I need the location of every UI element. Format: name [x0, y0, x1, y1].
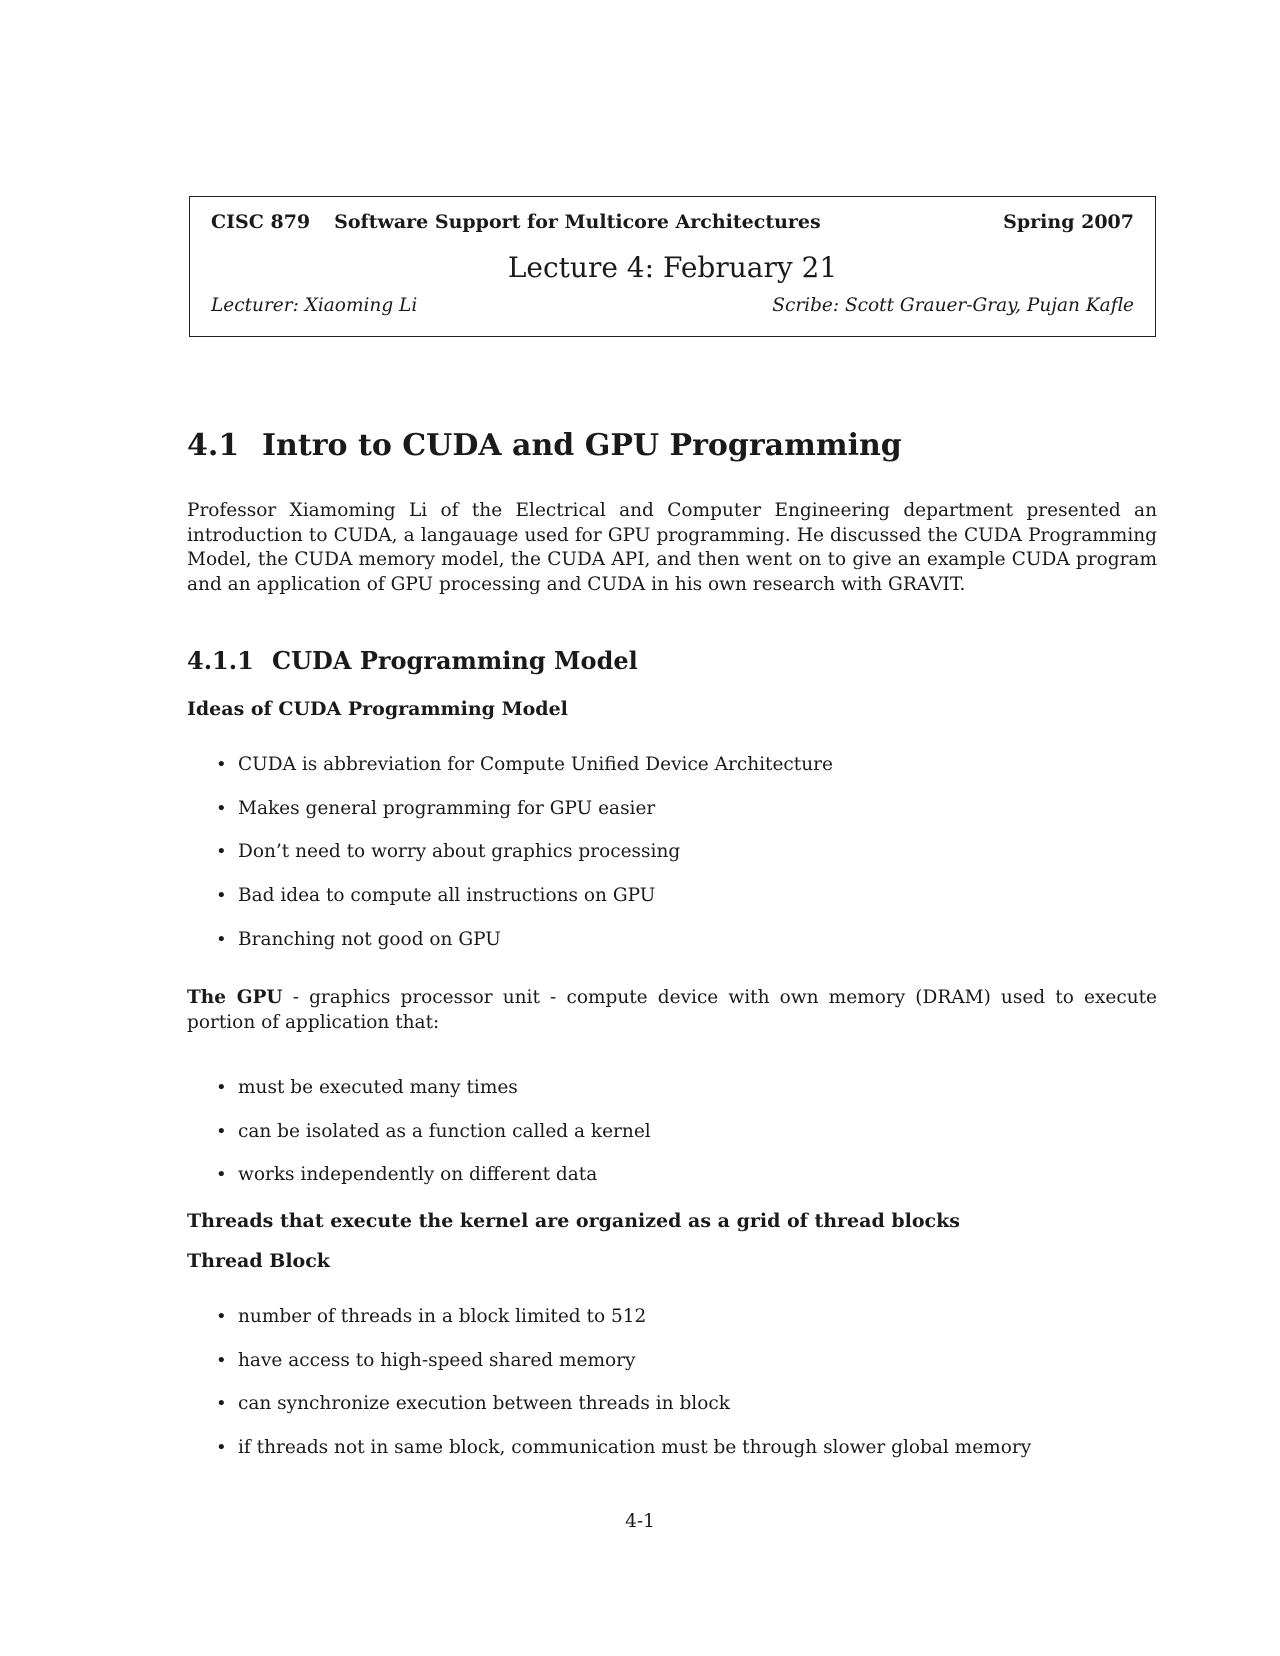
page-number: 4-1	[625, 1511, 655, 1532]
lecturer: Lecturer: Xiaoming Li	[211, 295, 418, 316]
gpu-definition: - graphics processor unit - compute device with own memory (DRAM) used to execute portion of application that:	[187, 987, 1157, 1033]
section-number: 4.1	[187, 428, 240, 463]
lecture-title: Lecture 4: February 21	[507, 251, 838, 284]
list-item: • if threads not in same block, communication must be through slower global memory	[216, 1436, 1031, 1480]
subsection-heading	[187, 646, 638, 675]
list-item: • Branching not good on GPU	[216, 928, 833, 972]
list-item: • Makes general programming for GPU easier	[216, 797, 833, 841]
thread-block-heading: Thread Block	[187, 1250, 330, 1272]
thread-block-list	[216, 1305, 1031, 1480]
ideas-heading: Ideas of CUDA Programming Model	[187, 698, 568, 720]
lecture-header-box	[189, 196, 1156, 337]
subsection-number: 4.1.1	[187, 646, 254, 675]
list-item: • can be isolated as a function called a kernel	[216, 1120, 651, 1164]
threads-heading: Threads that execute the kernel are organized as a grid of thread blocks	[187, 1210, 960, 1232]
course-line	[211, 211, 1134, 233]
list-item: • must be executed many times	[216, 1076, 651, 1120]
list-item: • number of threads in a block limited to 512	[216, 1305, 1031, 1349]
credits-line	[211, 295, 1134, 316]
course-number: CISC 879	[211, 211, 311, 233]
list-item: • CUDA is abbreviation for Compute Unified Device Architecture	[216, 753, 833, 797]
subsection-title: CUDA Programming Model	[272, 646, 638, 675]
course-title: Software Support for Multicore Architectures	[334, 211, 821, 233]
list-item: • Don’t need to worry about graphics processing	[216, 840, 833, 884]
scribe: Scribe: Scott Grauer-Gray, Pujan Kafle	[772, 295, 1134, 316]
intro-paragraph: Professor Xiamoming Li of the Electrical and Computer Engineering department presented an introduction to CUDA, a langauage used for GPU programming. He discussed the CUDA Programming Model, the CUDA memory model, the CUDA API, and then went on to give an example CUDA program and an application of GPU processing and CUDA in his own research with GRAVIT.	[187, 500, 1157, 595]
section-title: Intro to CUDA and GPU Programming	[262, 428, 902, 463]
list-item: • can synchronize execution between threads in block	[216, 1392, 1031, 1436]
gpu-paragraph	[187, 986, 1157, 1035]
list-item: • have access to high-speed shared memory	[216, 1349, 1031, 1393]
gpu-term: The GPU	[187, 987, 283, 1008]
section-heading	[187, 428, 902, 463]
list-item: • Bad idea to compute all instructions on GPU	[216, 884, 833, 928]
gpu-list	[216, 1076, 651, 1207]
ideas-list	[216, 753, 833, 971]
semester: Spring 2007	[1003, 211, 1134, 233]
list-item: • works independently on different data	[216, 1163, 651, 1207]
